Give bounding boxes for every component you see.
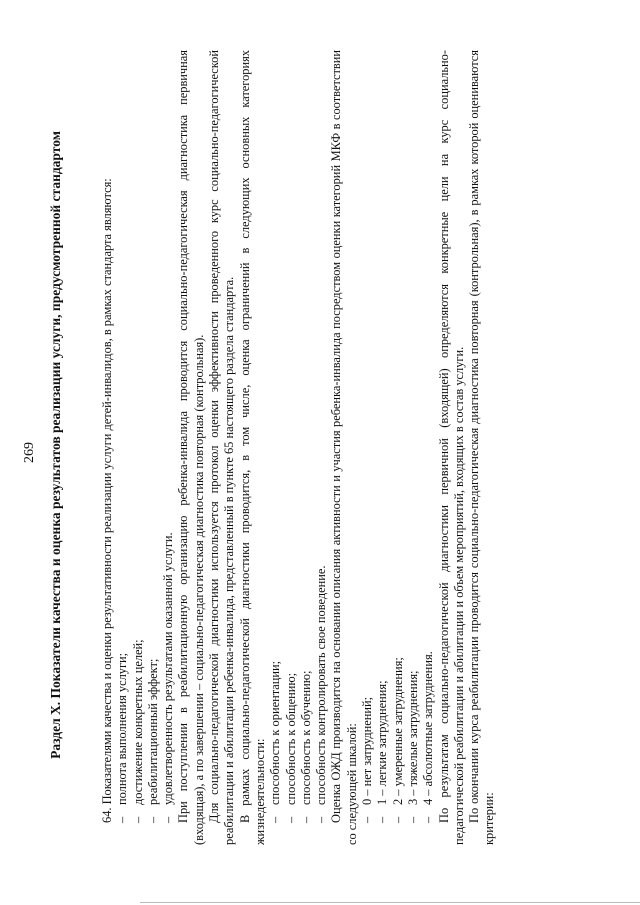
scale-item: – 0 – нет затруднений; <box>360 50 375 845</box>
list-item: – реабилитационный эффект; <box>146 50 161 845</box>
list-item: – способность к обучению; <box>299 50 314 845</box>
scale-item: – 2 – умеренные затруднения; <box>391 50 406 845</box>
list-item: – способность контролировать свое поведение. <box>314 50 329 845</box>
paragraph-64: 64. Показателями качества и оценки результативности реализации услуги детей-инвалидов, в рамках стандарта являются: <box>100 178 114 823</box>
scale-item: – 4 – абсолютные затруднения. <box>421 50 436 845</box>
paragraph-ozhd: Оценка ОЖД производится на основании описания активности и участия ребенка-инвалида посредством оценки категорий МКФ в соответствии со следующей шкалой: <box>329 50 359 845</box>
list-item: – способность к ориентации; <box>268 50 283 845</box>
list-item: – достижение конкретных целей; <box>131 50 146 845</box>
paragraph-results: По результатам социально-педагогической диагностики первичной (входящей) определяются конкретные цели на курс социально-педагогической реабилитации и абилитации и объем мероприятий, входящих в состав услуги. <box>436 50 466 845</box>
list-item: – способность к общению; <box>284 50 299 845</box>
section-title: Раздел X. Показатели качества и оценка результатов реализации услуги, предусмотренной стандартом <box>48 131 63 759</box>
list-item: – удовлетворенность результатами оказанной услуги. <box>161 50 176 845</box>
paragraph-protocol: Для социально-педагогической диагностики используется протокол оценки эффективности проведенного курс социально-педагогической реабилитации и абилитации ребенка-инвалида, представленный в пункте 65 настоящего раздела стандарта. <box>207 50 237 845</box>
page-number: 269 <box>22 442 37 463</box>
scale-item: – 3 – тяжелые затруднения; <box>406 50 421 845</box>
paragraph-end: По окончании курса реабилитации проводится социально-педагогическая диагностика повторная (контрольная), в рамках которой оцениваются критерии: <box>467 50 497 845</box>
section-body <box>100 50 498 845</box>
list-item: – полнота выполнения услуги; <box>115 50 130 845</box>
scale-item: – 1 – легкие затруднения; <box>375 50 390 845</box>
scan-edge-line <box>140 902 640 903</box>
paragraph-categories: В рамках социально-педагогической диагностики проводится, в том числе, оценка ограничений в следующих основных категориях жизнедеятельности: <box>237 50 267 845</box>
paragraph-admission: При поступлении в реабилитационную организацию ребенка-инвалида проводится социально-педагогическая диагностика первичная (входящая), а по завершении – социально-педагогическая диагностика повторная (контрольная). <box>176 50 206 845</box>
